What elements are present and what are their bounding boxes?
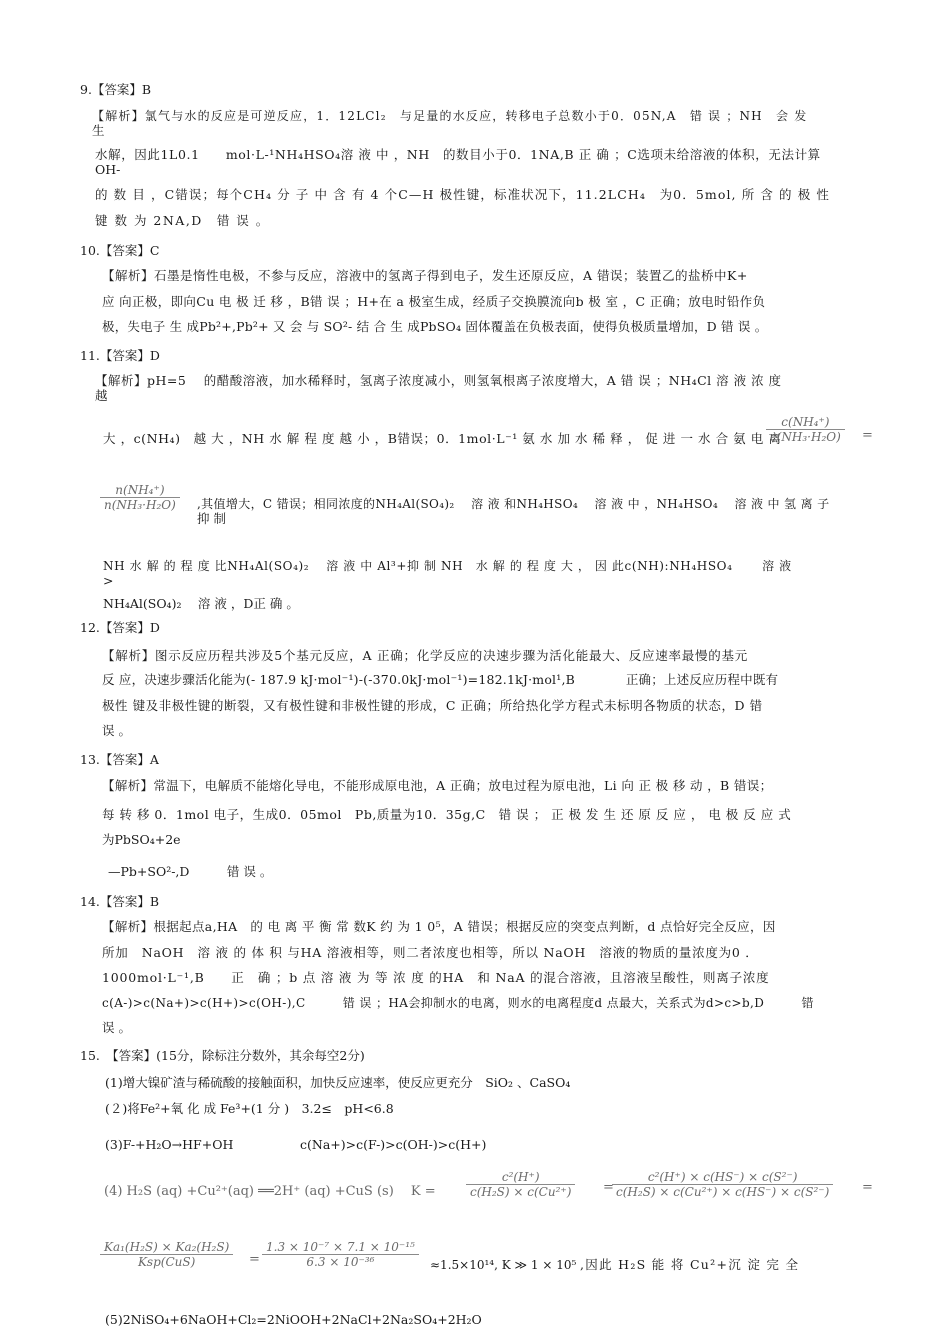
q15-part4-fraction4 <box>262 1240 419 1269</box>
q12-analysis-line2: 反 应，决速步骤活化能为(- 187.9 kJ·mol⁻¹)-(-370.0kJ·mol⁻¹)=182.1kJ·mol¹,B 正确；上述反应历程中既有 <box>102 672 779 687</box>
q15-part4-fraction1-numerator: c²(H⁺) <box>466 1170 575 1185</box>
q12-analysis-line1: 【解析】图示反应历程共涉及5个基元反应，A 正确；化学反应的决速步骤为活化能最大、反应速率最慢的基元 <box>102 648 748 663</box>
q15-part4-conclusion: ,因此 H₂S 能 将 Cu²+沉 淀 完 全 <box>580 1257 800 1272</box>
q10-analysis-line3: 极，失电子 生 成Pb²+,Pb²+ 又 会 与 SO²- 结 合 生 成PbSO₄ 固体覆盖在负极表面，使得负极质量增加，D 错 误 。 <box>102 319 768 334</box>
q10-analysis-line1: 【解析】石墨是惰性电极，不参与反应，溶液中的氢离子得到电子，发生还原反应，A 错误；装置乙的盐桥中K+ <box>102 268 748 283</box>
q15-part4-result: ≈1.5×10¹⁴, K ≫ 1 × 10⁵ <box>430 1258 577 1272</box>
q15-part4-fraction2-numerator: c²(H⁺) × c(HS⁻) × c(S²⁻) <box>612 1170 833 1185</box>
q9-analysis-line2: 水解，因此1L0.1 mol·L-¹NH₄HSO₄溶 液 中 ，NH 的数目小于0．1NA,B 正 确 ；C选项未给溶液的体积，无法计算 <box>95 147 821 162</box>
q13-analysis-line3: 为PbSO₄+2e <box>102 832 181 847</box>
q11-analysis-line2: 大 ，c(NH₄) 越 大 ，NH 水 解 程 度 越 小 ，B错误；0．1mol·L⁻¹ 氨 水 加 水 稀 释 ， 促 进 一 水 合 氨 电 离 <box>103 431 782 446</box>
q15-part5: (5)2NiSO₄+6NaOH+Cl₂=2NiOOH+2NaCl+2Na₂SO₄+2H₂O <box>105 1312 482 1327</box>
q13-analysis-line1: 【解析】常温下，电解质不能熔化导电，不能形成原电池，A 正确；放电过程为原电池，Li 向 正 极 移 动 ，B 错误； <box>102 778 773 793</box>
q13-analysis-line4: —Pb+SO²-,D 错 误 。 <box>108 864 273 879</box>
q15-part4-fraction3 <box>100 1240 233 1269</box>
q15-part4-fraction1 <box>466 1170 575 1199</box>
q9-analysis-line1-wrap: 生 <box>92 123 105 138</box>
q15-part4-equals3: = <box>862 1180 873 1195</box>
q15-part4-fraction4-numerator: 1.3 × 10⁻⁷ × 7.1 × 10⁻¹⁵ <box>262 1240 419 1255</box>
q11-fraction1-denominator: c(NH₃·H₂O) <box>770 430 841 444</box>
q14-analysis-line2: 所加 NaOH 溶 液 的 体 积 与HA 溶液相等，则二者浓度也相等，所以 NaOH 溶液的物质的量浓度为0 ． <box>102 945 759 960</box>
q11-fraction-concentration-ratio <box>766 415 845 444</box>
q14-analysis-line4: c(A-)>c(Na+)>c(H+)>c(OH-),C 错 误 ；HA会抑制水的电离，则水的电离程度d 点最大，关系式为d>c>b,D 错 <box>102 996 814 1010</box>
q9-analysis-line3: 的 数 目 ，C错误；每个CH₄ 分 子 中 含 有 4 个C—H 极性键，标准状况下，11.2LCH₄ 为0．5mol, 所 含 的 极 性 <box>95 187 830 202</box>
q11-fraction-amount-ratio <box>100 483 180 512</box>
q11-analysis-line1-wrap: 越 <box>95 388 108 403</box>
q9-analysis-line4: 键 数 为 2NA,D 错 误 。 <box>95 213 270 228</box>
q12-answer: 12.【答案】D <box>80 620 160 635</box>
q12-analysis-line3: 极性 键及非极性键的断裂，又有极性键和非极性键的形成，C 正确；所给热化学方程式未标明各物质的状态，D 错 <box>102 698 763 713</box>
q11-answer: 11.【答案】D <box>80 348 160 363</box>
q9-answer: 9.【答案】B <box>80 82 152 97</box>
q11-fraction2-denominator: n(NH₃·H₂O) <box>104 498 176 512</box>
q15-part4-reaction-lhs: (4) H₂S (aq) +Cu²⁺(aq) ══2H⁺ (aq) +CuS (s) K = <box>104 1184 436 1199</box>
q11-analysis-line4: NH 水 解 的 程 度 比NH₄Al(SO₄)₂ 溶 液 中 Al³+抑 制 NH 水 解 的 程 度 大 ， 因 此c(NH):NH₄HSO₄ 溶 液 <box>103 559 792 573</box>
q15-part4-fraction2-denominator: c(H₂S) × c(Cu²⁺) × c(HS⁻) × c(S²⁻) <box>616 1185 830 1199</box>
q11-equals-sign: = <box>862 428 873 443</box>
q15-part3-equation: (3)F-+H₂O→HF+OH <box>105 1137 234 1152</box>
q11-analysis-line1: 【解析】pH=5 的醋酸溶液，加水稀释时，氢离子浓度减小，则氢氧根离子浓度增大，A 错 误 ；NH₄Cl 溶 液 浓 度 <box>95 373 782 388</box>
q14-analysis-line3: 1000mol·L⁻¹,B 正 确 ；b 点 溶 液 为 等 浓 度 的HA 和 NaA 的混合溶液，且溶液呈酸性，则离子浓度 <box>102 970 770 985</box>
q11-analysis-line3-wrap: 抑 制 <box>197 511 226 526</box>
q15-part4-fraction3-denominator: Ksp(CuS) <box>137 1255 196 1269</box>
q15-part4-fraction1-denominator: c(H₂S) × c(Cu²⁺) <box>470 1185 572 1199</box>
q15-part2: (２)将Fe²+氧 化 成 Fe³+(1 分 ) 3.2≤ pH<6.8 <box>105 1101 394 1116</box>
q14-analysis-line5: 误 。 <box>102 1020 131 1035</box>
q15-part1: (1)增大镍矿渣与稀硫酸的接触面积，加快反应速率，使反应更充分 SiO₂ 、CaSO₄ <box>105 1075 571 1090</box>
q9-analysis-line2-wrap: OH- <box>95 162 121 177</box>
q15-part4-equals2: = <box>603 1180 614 1195</box>
q11-analysis-line3: ,其值增大，C 错误；相同浓度的NH₄Al(SO₄)₂ 溶 液 和NH₄HSO₄ 溶 液 中 ，NH₄HSO₄ 溶 液 中 氢 离 子 <box>197 497 830 511</box>
q11-fraction1-numerator: c(NH₄⁺) <box>766 415 845 430</box>
q15-part3-ion-order: c(Na+)>c(F-)>c(OH-)>c(H+) <box>300 1137 487 1152</box>
q15-part4-fraction4-denominator: 6.3 × 10⁻³⁶ <box>306 1255 375 1269</box>
q15-part4-fraction3-numerator: Ka₁(H₂S) × Ka₂(H₂S) <box>100 1240 233 1255</box>
q12-analysis-line4: 误 。 <box>102 723 131 738</box>
q10-answer: 10.【答案】C <box>80 243 160 258</box>
q15-part4-fraction2 <box>612 1170 833 1199</box>
q15-answer: 15. 【答案】(15分，除标注分数外，其余每空2分) <box>80 1048 365 1063</box>
q11-fraction2-numerator: n(NH₄⁺) <box>100 483 180 498</box>
q13-analysis-line2: 每 转 移 0．1mol 电子，生成0．05mol Pb,质量为10．35g,C 错 误 ； 正 极 发 生 还 原 反 应 ， 电 极 反 应 式 <box>102 807 792 822</box>
q10-analysis-line2: 应 向正极，即向Cu 电 极 迁 移 ，B错 误 ；H+在 a 极室生成，经质子交换膜流向b 极 室 ，C 正确；放电时铅作负 <box>102 294 766 309</box>
q14-analysis-line1: 【解析】根据起点a,HA 的 电 离 平 衡 常 数K 约 为 1 0⁵，A 错误；根据反应的突变点判断，d 点恰好完全反应，因 <box>102 919 776 934</box>
q11-analysis-line5: NH₄Al(SO₄)₂ 溶 液 ，D正 确 。 <box>103 596 299 611</box>
q14-answer: 14.【答案】B <box>80 894 160 909</box>
q15-part4-equals4: = <box>249 1252 260 1267</box>
q11-analysis-line4-wrap: > <box>103 573 114 588</box>
q9-analysis-line1: 【解析】氯气与水的反应是可逆反应，1．12LCl₂ 与足量的水反应，转移电子总数小于0．05N,A 错 误 ；NH 会 发 <box>92 109 808 123</box>
q13-answer: 13.【答案】A <box>80 752 159 767</box>
